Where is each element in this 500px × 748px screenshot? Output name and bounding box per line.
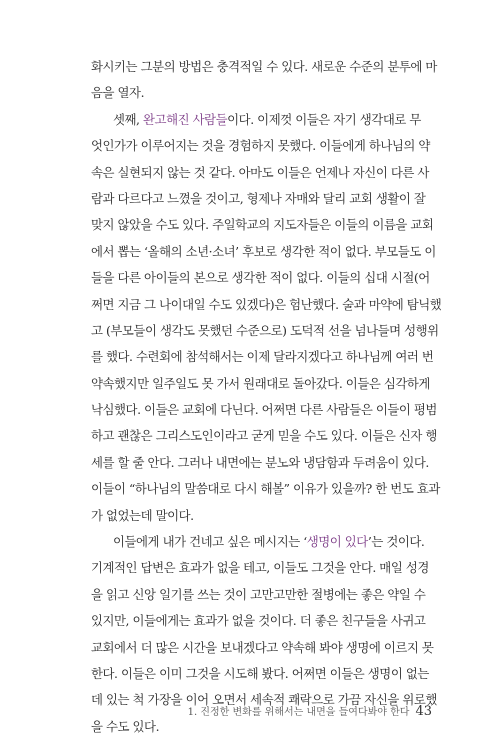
- text-line-4: 엇인가가 이루어지는 것을 경험하지 못했다. 이들에게 하나님의 약: [91, 138, 430, 154]
- text-line-24: 한다. 이들은 이미 그것을 시도해 봤다. 어쩌면 이들은 생명이 없는: [91, 665, 429, 681]
- text-line-2: 음을 열자.: [91, 85, 145, 101]
- highlight-there-is-life: 생명이 있다: [306, 534, 368, 550]
- text-line-25: 데 있는 척 가장을 이어 오면서 세속적 쾌락으로 가끔 자신을 위로했: [91, 692, 437, 708]
- text-line-26: 을 수도 있다.: [91, 718, 160, 734]
- text-line-14: 낙심했다. 이들은 교회에 다닌다. 어쩌면 다른 사람들은 이들이 평범: [91, 402, 437, 418]
- text-line-10: 쩌면 지금 그 나이대일 수도 있겠다)은 험난했다. 술과 마약에 탐닉했: [91, 296, 442, 312]
- text-line-11: 고 (부모들이 생각도 못했던 수준으로) 도덕적 선을 넘나들며 성행위: [91, 322, 439, 338]
- running-title: 1. 진정한 변화를 위해서는 내면을 들여다봐야 한다: [187, 707, 410, 718]
- text-line-7: 맞지 않았을 수도 있다. 주일학교의 지도자들은 이들의 이름을 교회: [91, 217, 434, 233]
- text-line-3: 셋째, 완고해진 사람들이다. 이제껏 이들은 자기 생각대로 무: [113, 111, 421, 127]
- text-line-9: 들을 다른 아이들의 본으로 생각한 적이 없다. 이들의 십대 시절(어: [91, 270, 430, 286]
- text-line-23: 교회에서 더 많은 시간을 보내겠다고 약속해 봐야 생명에 이르지 못: [91, 639, 434, 655]
- text-line-19: 이들에게 내가 건네고 싶은 메시지는 ‘생명이 있다’는 것이다.: [113, 534, 425, 550]
- body-text: [91, 54, 442, 740]
- text-line-20: 기계적인 답변은 효과가 없을 테고, 이들도 그것을 안다. 매일 성경: [91, 560, 429, 576]
- text-line-16: 세를 할 줄 안다. 그러나 내면에는 분노와 냉담함과 두려움이 있다.: [91, 454, 429, 470]
- page-footer: [188, 703, 432, 719]
- text-line-13: 약속했지만 일주일도 못 가서 원래대로 돌아갔다. 이들은 심각하게: [91, 375, 430, 391]
- text-line-5: 속은 실현되지 않는 것 같다. 아마도 이들은 언제나 자신이 다른 사: [91, 164, 429, 180]
- text-line-17: 이들이 “하나님의 말씀대로 다시 해볼” 이유가 있을까? 한 번도 효과: [91, 481, 440, 497]
- text-line-12: 를 했다. 수련회에 참석해서는 이제 달라지겠다고 하나님께 여러 번: [91, 349, 434, 365]
- text-line-15: 하고 괜찮은 그리스도인이라고 굳게 믿을 수도 있다. 이들은 신자 행: [91, 428, 437, 444]
- page-number: 43: [415, 704, 432, 719]
- text-line-6: 람과 다르다고 느꼈을 것이고, 형제나 자매와 달리 교회 생활이 잘: [91, 190, 426, 206]
- text-line-8: 에서 뽑는 ‘올해의 소년·소녀’ 후보로 생각한 적이 없다. 부모들도 이: [91, 243, 436, 259]
- text-line-18: 가 없었는데 말이다.: [91, 507, 194, 523]
- text-line-21: 을 읽고 신앙 일기를 쓰는 것이 고만고만한 절병에는 좋은 약일 수: [91, 586, 426, 602]
- text-line-1: 화시키는 그분의 방법은 충격적일 수 있다. 새로운 수준의 분투에 마: [91, 59, 437, 74]
- text-line-22: 있지만, 이들에게는 효과가 없을 것이다. 더 좋은 친구들을 사귀고: [91, 613, 426, 629]
- highlight-stubborn-people: 완고해진 사람들: [143, 111, 228, 127]
